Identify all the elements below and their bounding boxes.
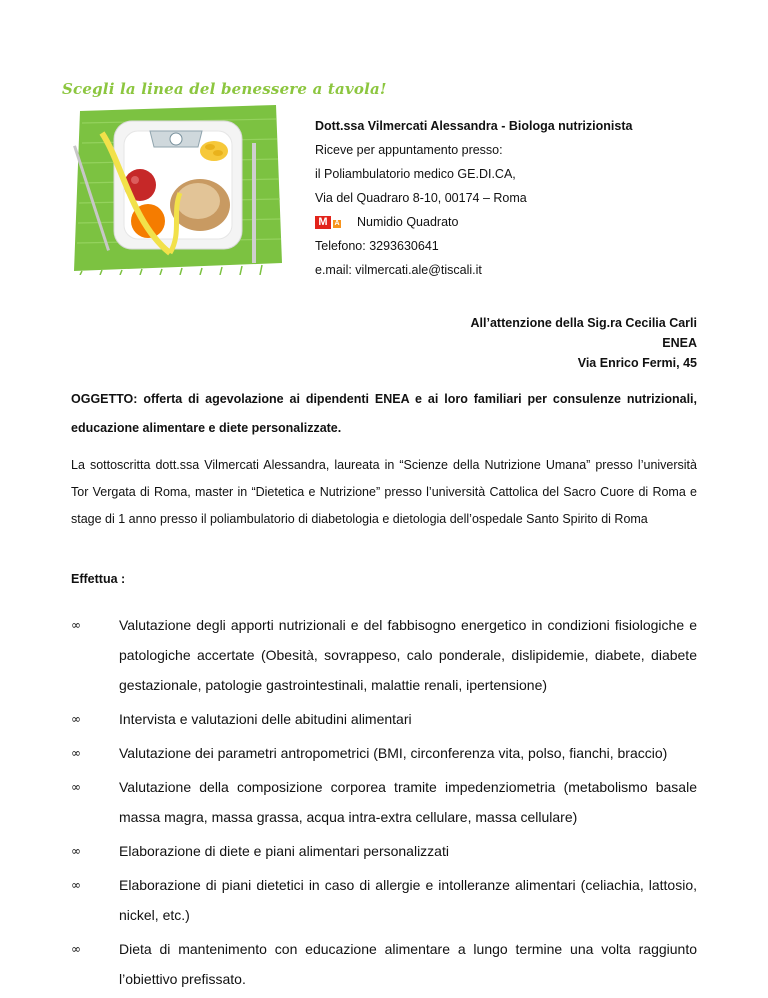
recipient-org: ENEA bbox=[662, 336, 697, 350]
slogan-heading: Scegli la linea del benessere a tavola! bbox=[62, 80, 387, 98]
subject-label: OGGETTO bbox=[71, 392, 134, 406]
clinic-name: il Poliambulatorio medico GE.DI.CA, bbox=[315, 167, 516, 181]
list-item: ∞ Dieta di mantenimento con educazione alimentare a lungo termine una volta raggiunto l’obiettivo prefissato. bbox=[71, 934, 697, 994]
services-heading: Effettua : bbox=[71, 572, 126, 586]
email-address: e.mail: vilmercati.ale@tiscali.it bbox=[315, 263, 482, 277]
bullet-icon: ∞ bbox=[71, 780, 81, 794]
recipient-block bbox=[471, 313, 697, 373]
intro-paragraph: La sottoscritta dott.ssa Vilmercati Alessandra, laureata in “Scienze della Nutrizione Umana” presso l’università Tor Vergata di Roma, master in “Dietetica e Nutrizione” presso l’università Cattolica del Sacro Cuore di Roma e stage di 1 anno presso il poliambulatorio di diabetologia e dietologia dell’ospedale Santo Spirito di Roma bbox=[71, 458, 697, 526]
bullet-icon: ∞ bbox=[71, 878, 81, 892]
subject-paragraph bbox=[71, 385, 697, 443]
phone-number: Telefono: 3293630641 bbox=[315, 239, 439, 253]
list-item: ∞ Valutazione degli apporti nutrizionali e del fabbisogno energetico in condizioni fisiologiche e patologiche accertate (Obesità, sovrappeso, calo ponderale, dislipidemie, diabete, diabete gestazionale, patologie gastrointestinali, malattie renali, ipertensione) bbox=[71, 610, 697, 700]
list-item: ∞ Valutazione della composizione corporea tramite impedenziometria (metabolismo basale massa magra, massa grassa, acqua intra-extra cellulare, massa cellulare) bbox=[71, 772, 697, 832]
list-item: ∞ Intervista e valutazioni delle abitudini alimentari bbox=[71, 704, 697, 734]
list-item: ∞ Valutazione dei parametri antropometrici (BMI, circonferenza vita, polso, fianchi, braccio) bbox=[71, 738, 697, 768]
metro-row bbox=[315, 210, 632, 234]
list-item: ∞ Elaborazione di diete e piani alimentari personalizzati bbox=[71, 836, 697, 866]
recipient-name: All’attenzione della Sig.ra Cecilia Carli bbox=[470, 316, 697, 330]
diet-plate-photo bbox=[62, 103, 288, 275]
services-list bbox=[71, 610, 697, 998]
clinic-address: Via del Quadraro 8-10, 00174 – Roma bbox=[315, 191, 527, 205]
bullet-icon: ∞ bbox=[71, 618, 81, 632]
appointment-line: Riceve per appuntamento presso: bbox=[315, 143, 503, 157]
bullet-icon: ∞ bbox=[71, 844, 81, 858]
bullet-icon: ∞ bbox=[71, 746, 81, 760]
recipient-address: Via Enrico Fermi, 45 bbox=[577, 356, 697, 370]
bullet-icon: ∞ bbox=[71, 712, 81, 726]
doctor-name: Dott.ssa Vilmercati Alessandra - Biologa nutrizionista bbox=[315, 119, 633, 133]
bullet-icon: ∞ bbox=[71, 942, 81, 956]
subject-text: : offerta di agevolazione ai dipendenti ENEA e ai loro familiari per consulenze nutrizionali, educazione alimentare e diete personalizzate. bbox=[71, 392, 697, 435]
contact-block bbox=[315, 114, 632, 282]
list-item: ∞ Elaborazione di piani dietetici in caso di allergie e intolleranze alimentari (celiachia, lattosio, nickel, etc.) bbox=[71, 870, 697, 930]
metro-station: Numidio Quadrato bbox=[357, 215, 459, 229]
metro-icon: M A bbox=[315, 216, 341, 229]
